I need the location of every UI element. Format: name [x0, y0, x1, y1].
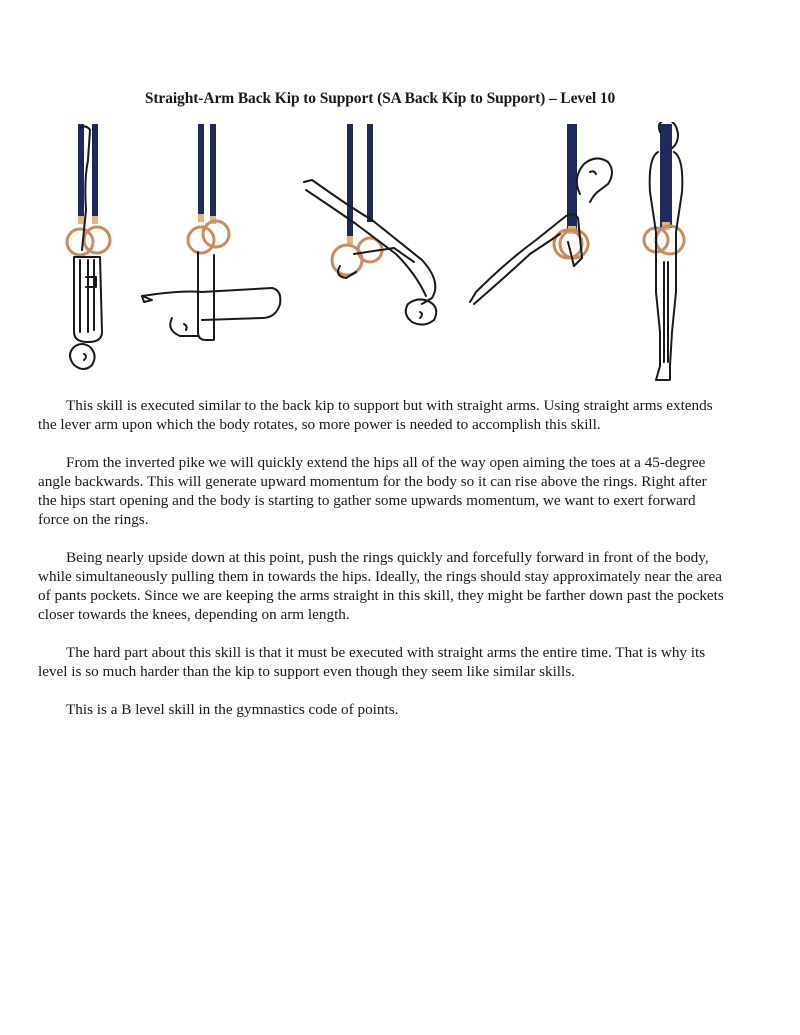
- figure-pike-tuck: [142, 124, 280, 340]
- paragraph: This is a B level skill in the gymnastics code of points.: [66, 701, 399, 718]
- figure-rising: [470, 124, 612, 304]
- paragraph: The hard part about this skill is that it must be executed with straight arms the entire time. That is why its level is so much harder than the kip to support even though they seem like similar skills.: [38, 644, 706, 680]
- figure-support: [644, 122, 684, 380]
- paragraph: From the inverted pike we will quickly extend the hips all of the way open aiming the toes at a 45-degree angle backwards. This will generate upward momentum for the body so it can rise above the rings. Right after the hips start opening and the body is starting to gather some upwards momentum, we want to exert forward force on the rings.: [38, 454, 707, 528]
- page-title: Straight-Arm Back Kip to Support (SA Back Kip to Support) – Level 10: [144, 90, 616, 107]
- figure-inverted-pike: [67, 124, 110, 369]
- body-text: [38, 396, 728, 738]
- paragraph: This skill is executed similar to the back kip to support but with straight arms. Using straight arms extends the lever arm upon which the body rotates, so more power is needed to accomplish this skill.: [38, 397, 713, 433]
- skill-sequence-illustration: [50, 122, 710, 382]
- figure-hip-extension: [304, 124, 436, 325]
- paragraph: Being nearly upside down at this point, push the rings quickly and forcefully forward in front of the body, while simultaneously pulling them in towards the hips. Ideally, the rings should stay approximately near the area of pants pockets. Since we are keeping the arms straight in this skill, they might be farther down past the pockets closer towards the knees, depending on arm length.: [38, 549, 724, 623]
